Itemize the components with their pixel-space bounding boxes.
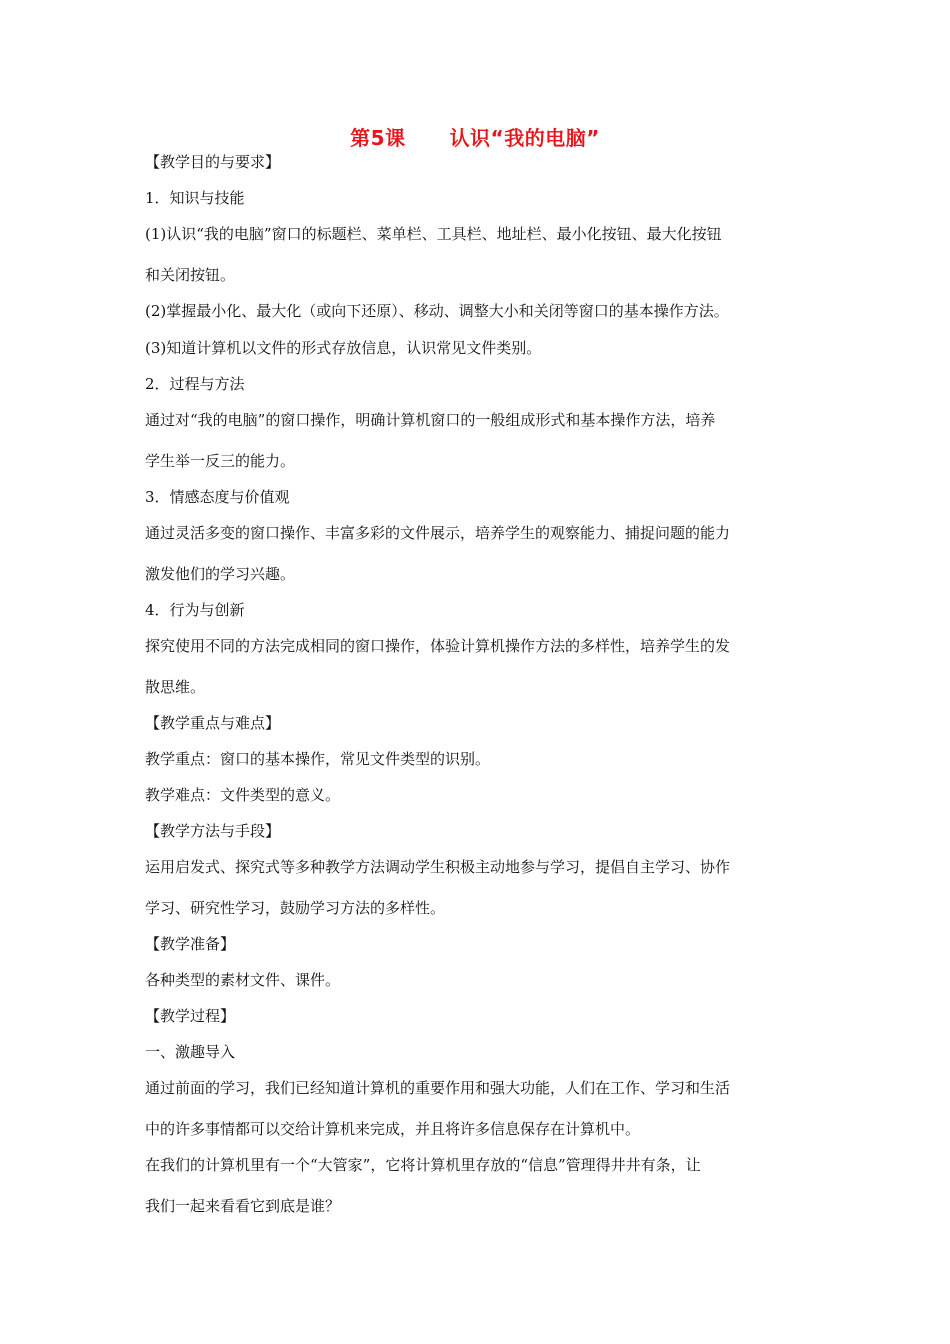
paragraph-line: (2)掌握最小化、最大化（或向下还原）、移动、调整大小和关闭等窗口的基本操作方法。 [145, 302, 729, 320]
paragraph-line: (1)认识“我的电脑”窗口的标题栏、菜单栏、工具栏、地址栏、最小化按钮、最大化按钮 [145, 225, 722, 243]
section-heading-methods: 【教学方法与手段】 [145, 822, 281, 840]
paragraph-line: 和关闭按钮。 [145, 266, 236, 284]
subheading-behavior-innovation: 4．行为与创新 [145, 601, 245, 619]
paragraph-line: 通过前面的学习，我们已经知道计算机的重要作用和强大功能，人们在工作、学习和生活 [145, 1079, 731, 1097]
paragraph-line: 教学难点：文件类型的意义。 [145, 786, 341, 804]
paragraph-line: 通过灵活多变的窗口操作、丰富多彩的文件展示，培养学生的观察能力、捕捉问题的能力 [145, 524, 731, 542]
paragraph-line: 教学重点：窗口的基本操作，常见文件类型的识别。 [145, 750, 491, 768]
paragraph-line: 各种类型的素材文件、课件。 [145, 971, 341, 989]
subheading-introduction: 一、激趣导入 [145, 1043, 236, 1061]
paragraph-line: 中的许多事情都可以交给计算机来完成，并且将许多信息保存在计算机中。 [145, 1120, 641, 1138]
section-heading-process: 【教学过程】 [145, 1007, 236, 1025]
paragraph-line: 探究使用不同的方法完成相同的窗口操作，体验计算机操作方法的多样性，培养学生的发 [145, 637, 731, 655]
paragraph-line: 散思维。 [145, 678, 206, 696]
paragraph-line: 我们一起来看看它到底是谁？ [145, 1197, 341, 1215]
lesson-number: 第5课 [350, 126, 406, 150]
section-heading-key-points: 【教学重点与难点】 [145, 714, 281, 732]
paragraph-line: 运用启发式、探究式等多种教学方法调动学生积极主动地参与学习，提倡自主学习、协作 [145, 858, 731, 876]
paragraph-line: 在我们的计算机里有一个“大管家”，它将计算机里存放的“信息”管理得井井有条，让 [145, 1156, 701, 1174]
paragraph-line: 学习、研究性学习，鼓励学习方法的多样性。 [145, 899, 446, 917]
subheading-process-methods: 2．过程与方法 [145, 375, 245, 393]
section-heading-preparation: 【教学准备】 [145, 935, 236, 953]
paragraph-line: 通过对“我的电脑”的窗口操作，明确计算机窗口的一般组成形式和基本操作方法，培养 [145, 411, 716, 429]
subheading-attitude-values: 3．情感态度与价值观 [145, 488, 290, 506]
subheading-knowledge-skills: 1．知识与技能 [145, 189, 245, 207]
paragraph-line: 学生举一反三的能力。 [145, 452, 296, 470]
lesson-title [0, 122, 950, 151]
paragraph-line: (3)知道计算机以文件的形式存放信息，认识常见文件类别。 [145, 339, 542, 357]
lesson-name: 认识“我的电脑” [449, 126, 600, 150]
paragraph-line: 激发他们的学习兴趣。 [145, 565, 296, 583]
section-heading-objectives: 【教学目的与要求】 [145, 153, 281, 171]
